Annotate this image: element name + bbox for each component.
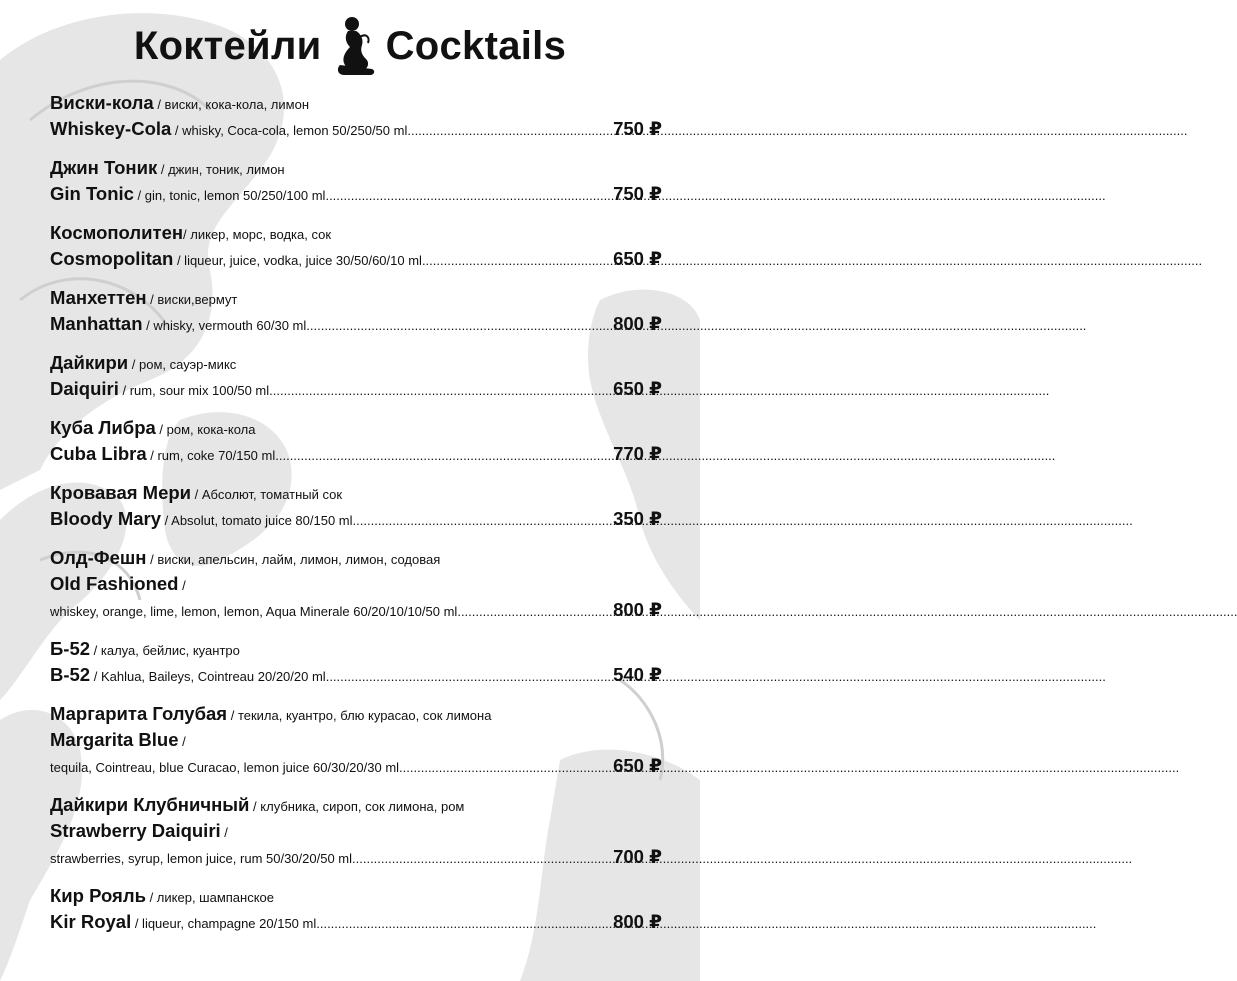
page-title xyxy=(0,14,700,78)
list-item xyxy=(50,883,662,935)
item-desc-ru: / ликер, морс, водка, сок xyxy=(183,227,332,242)
list-item xyxy=(50,480,662,532)
leader-dots xyxy=(306,313,613,339)
item-name-en: Cosmopolitan xyxy=(50,248,174,269)
item-desc-en: / whisky, Coca-cola, lemon 50/250/50 ml xyxy=(171,123,408,138)
list-item xyxy=(50,90,662,142)
item-desc-en: / xyxy=(220,825,228,840)
item-name-ru: Кир Рояль xyxy=(50,885,146,906)
item-name-en: B-52 xyxy=(50,664,91,685)
item-name-ru-line xyxy=(50,90,662,116)
item-desc-en: / rum, coke 70/150 ml xyxy=(146,448,276,463)
item-name-en: Whiskey-Cola xyxy=(50,118,172,139)
leader-dots xyxy=(325,183,613,209)
item-name-en: Margarita Blue xyxy=(50,729,179,750)
item-lead xyxy=(50,506,353,534)
item-name-ru: Джин Тоник xyxy=(50,157,158,178)
item-price: 540 ₽ xyxy=(613,664,662,685)
item-name-ru-line xyxy=(50,480,662,506)
item-lead xyxy=(50,246,422,274)
item-name-ru: Куба Либра xyxy=(50,417,156,438)
item-price: 350 ₽ xyxy=(613,508,662,529)
item-price-row xyxy=(50,311,662,337)
leader-dots xyxy=(275,443,613,469)
item-price-row xyxy=(50,662,662,688)
item-name-en-line xyxy=(50,571,662,597)
item-name-ru: Кровавая Мери xyxy=(50,482,192,503)
item-price: 650 ₽ xyxy=(613,755,662,776)
item-desc-ru: / клубника, сироп, сок лимона, ром xyxy=(249,799,465,814)
item-name-en: Bloody Mary xyxy=(50,508,162,529)
cocktail-list xyxy=(50,90,662,948)
item-price-row xyxy=(50,753,662,779)
item-desc-ru: / ром, сауэр-микс xyxy=(128,357,237,372)
item-price: 800 ₽ xyxy=(613,911,662,932)
item-desc-ru: / ром, кока-кола xyxy=(155,422,256,437)
list-item xyxy=(50,701,662,779)
item-name-en: Kir Royal xyxy=(50,911,132,932)
item-desc-ru: / Абсолют, томатный сок xyxy=(191,487,343,502)
item-name-ru: Манхеттен xyxy=(50,287,147,308)
item-desc-en: / liqueur, champagne 20/150 ml xyxy=(131,916,317,931)
item-name-en-line xyxy=(50,818,662,844)
item-name-ru: Виски-кола xyxy=(50,92,154,113)
item-desc-ru: / джин, тоник, лимон xyxy=(157,162,285,177)
item-price: 750 ₽ xyxy=(613,183,662,204)
item-desc-en: / Kahlua, Baileys, Cointreau 20/20/20 ml xyxy=(90,669,326,684)
item-name-en: Strawberry Daiquiri xyxy=(50,820,221,841)
item-price-row xyxy=(50,909,662,935)
item-lead xyxy=(50,441,275,469)
item-name-ru-line xyxy=(50,155,662,181)
item-price-row xyxy=(50,506,662,532)
item-name-en-line xyxy=(50,727,662,753)
item-desc-ru: / ликер, шампанское xyxy=(145,890,275,905)
item-name-en: Cuba Libra xyxy=(50,443,147,464)
item-price-row xyxy=(50,844,662,870)
item-price: 700 ₽ xyxy=(613,846,662,867)
item-desc-ru: / виски, кока-кола, лимон xyxy=(153,97,310,112)
item-price-row xyxy=(50,597,662,623)
item-name-ru: Дайкири xyxy=(50,352,129,373)
item-name-ru-line xyxy=(50,415,662,441)
item-desc-ru: / калуа, бейлис, куантро xyxy=(90,643,240,658)
item-name-ru-line xyxy=(50,285,662,311)
item-name-ru: Маргарита Голубая xyxy=(50,703,228,724)
item-price-row xyxy=(50,116,662,142)
item-price: 650 ₽ xyxy=(613,248,662,269)
item-desc-en-2: strawberries, syrup, lemon juice, rum 50/30/20/50 ml xyxy=(50,851,353,866)
item-desc-en: / Absolut, tomato juice 80/150 ml xyxy=(161,513,353,528)
item-desc-ru: / виски, апельсин, лайм, лимон, лимон, содовая xyxy=(146,552,441,567)
item-price: 750 ₽ xyxy=(613,118,662,139)
item-lead xyxy=(50,181,325,209)
item-price-row xyxy=(50,441,662,467)
list-item xyxy=(50,415,662,467)
item-name-en: Manhattan xyxy=(50,313,143,334)
item-desc-en: / xyxy=(178,734,186,749)
item-lead xyxy=(50,116,407,144)
item-desc-en-2: whiskey, orange, lime, lemon, lemon, Aqua Minerale 60/20/10/10/50 ml xyxy=(50,604,458,619)
item-name-ru: Б-52 xyxy=(50,638,91,659)
list-item xyxy=(50,545,662,623)
item-desc-en: / whisky, vermouth 60/30 ml xyxy=(142,318,307,333)
item-name-ru-line xyxy=(50,883,662,909)
leader-dots xyxy=(457,599,613,625)
list-item xyxy=(50,220,662,272)
leader-dots xyxy=(316,911,613,937)
list-item xyxy=(50,350,662,402)
item-name-ru-line xyxy=(50,350,662,376)
item-name-ru: Космополитен xyxy=(50,222,184,243)
item-lead xyxy=(50,311,306,339)
item-name-ru-line xyxy=(50,545,662,571)
item-name-ru-line xyxy=(50,701,662,727)
item-name-en: Gin Tonic xyxy=(50,183,134,204)
leader-dots xyxy=(326,664,613,690)
leader-dots xyxy=(407,118,613,144)
leader-dots xyxy=(422,248,613,274)
item-name-ru-line xyxy=(50,792,662,818)
item-name-ru-line xyxy=(50,220,662,246)
pin-up-girl-icon xyxy=(330,15,378,77)
item-name-en: Daiquiri xyxy=(50,378,119,399)
list-item xyxy=(50,155,662,207)
item-price: 770 ₽ xyxy=(613,443,662,464)
leader-dots xyxy=(269,378,613,404)
item-name-en: Old Fashioned xyxy=(50,573,179,594)
list-item xyxy=(50,285,662,337)
item-desc-en: / rum, sour mix 100/50 ml xyxy=(118,383,270,398)
title-ru: Коктейли xyxy=(133,23,322,68)
item-desc-ru: / виски,вермут xyxy=(146,292,238,307)
leader-dots xyxy=(353,508,614,534)
item-price: 800 ₽ xyxy=(613,313,662,334)
item-desc-en: / liqueur, juice, vodka, juice 30/50/60/10 ml xyxy=(173,253,422,268)
item-name-ru: Дайкири Клубничный xyxy=(50,794,250,815)
item-price: 650 ₽ xyxy=(613,378,662,399)
item-price-row xyxy=(50,181,662,207)
leader-dots xyxy=(352,846,613,872)
item-price-row xyxy=(50,246,662,272)
item-price: 800 ₽ xyxy=(613,599,662,620)
item-desc-en-2: tequila, Cointreau, blue Curacao, lemon juice 60/30/20/30 ml xyxy=(50,760,400,775)
item-lead xyxy=(50,662,326,690)
item-desc-ru: / текила, куантро, блю курасао, сок лимона xyxy=(227,708,492,723)
list-item xyxy=(50,636,662,688)
title-en: Cocktails xyxy=(385,23,567,68)
list-item xyxy=(50,792,662,870)
item-desc-en: / xyxy=(178,578,186,593)
item-name-ru-line xyxy=(50,636,662,662)
item-lead xyxy=(50,376,269,404)
item-lead xyxy=(50,909,316,937)
item-desc-en: / gin, tonic, lemon 50/250/100 ml xyxy=(133,188,326,203)
leader-dots xyxy=(399,755,613,781)
item-price-row xyxy=(50,376,662,402)
item-name-ru: Олд-Фешн xyxy=(50,547,147,568)
